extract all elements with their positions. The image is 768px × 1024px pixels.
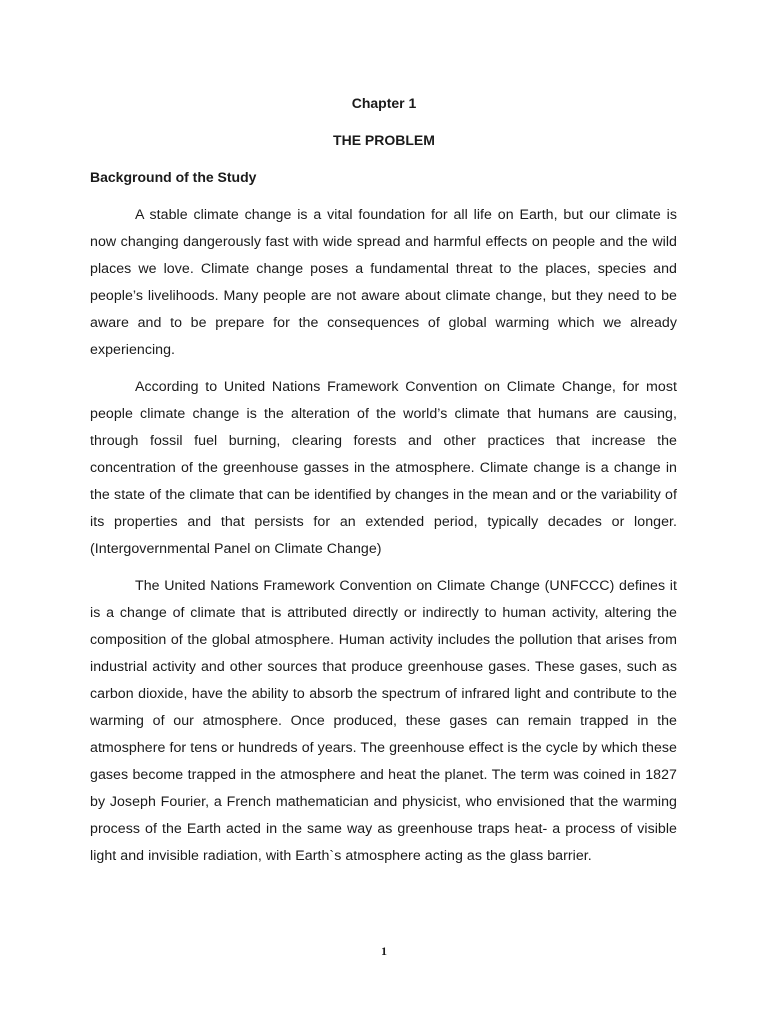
paragraph-3: The United Nations Framework Convention on Climate Change (UNFCCC) defines it is a change of climate that is attributed directly or indirectly to human activity, altering the composition of the global atmosphere. Human activity includes the pollution that arises from industrial activity and other sources that produce greenhouse gases. These gases, such as carbon dioxide, have the ability to absorb the spectrum of infrared light and contribute to the warming of our atmosphere. Once produced, these gases can remain trapped in the atmosphere for tens or hundreds of years. The greenhouse effect is the cycle by which these gases become trapped in the atmosphere and heat the planet. The term was coined in 1827 by Joseph Fourier, a French mathematician and physicist, who envisioned that the warming process of the Earth acted in the same way as greenhouse traps heat- a process of visible light and invisible radiation, with Earth`s atmosphere acting as the glass barrier. xyxy=(90,578,677,864)
section-heading: Background of the Study xyxy=(90,169,257,185)
page-number: 1 xyxy=(381,944,387,958)
body-text xyxy=(90,202,677,880)
chapter-label: Chapter 1 xyxy=(351,95,417,111)
paragraph-2: According to United Nations Framework Convention on Climate Change, for most people climate change is the alteration of the world’s climate that humans are causing, through fossil fuel burning, clearing forests and other practices that increase the concentration of the greenhouse gasses in the atmosphere. Climate change is a change in the state of the climate that can be identified by changes in the mean and or the variability of its properties and that persists for an extended period, typically decades or longer. (Intergovernmental Panel on Climate Change) xyxy=(90,379,677,557)
paragraph-1: A stable climate change is a vital foundation for all life on Earth, but our climate is now changing dangerously fast with wide spread and harmful effects on people and the wild places we love. Climate change poses a fundamental threat to the places, species and people’s livelihoods. Many people are not aware about climate change, but they need to be aware and to be prepare for the consequences of global warming which we already experiencing. xyxy=(90,207,677,358)
chapter-title: THE PROBLEM xyxy=(333,132,435,148)
